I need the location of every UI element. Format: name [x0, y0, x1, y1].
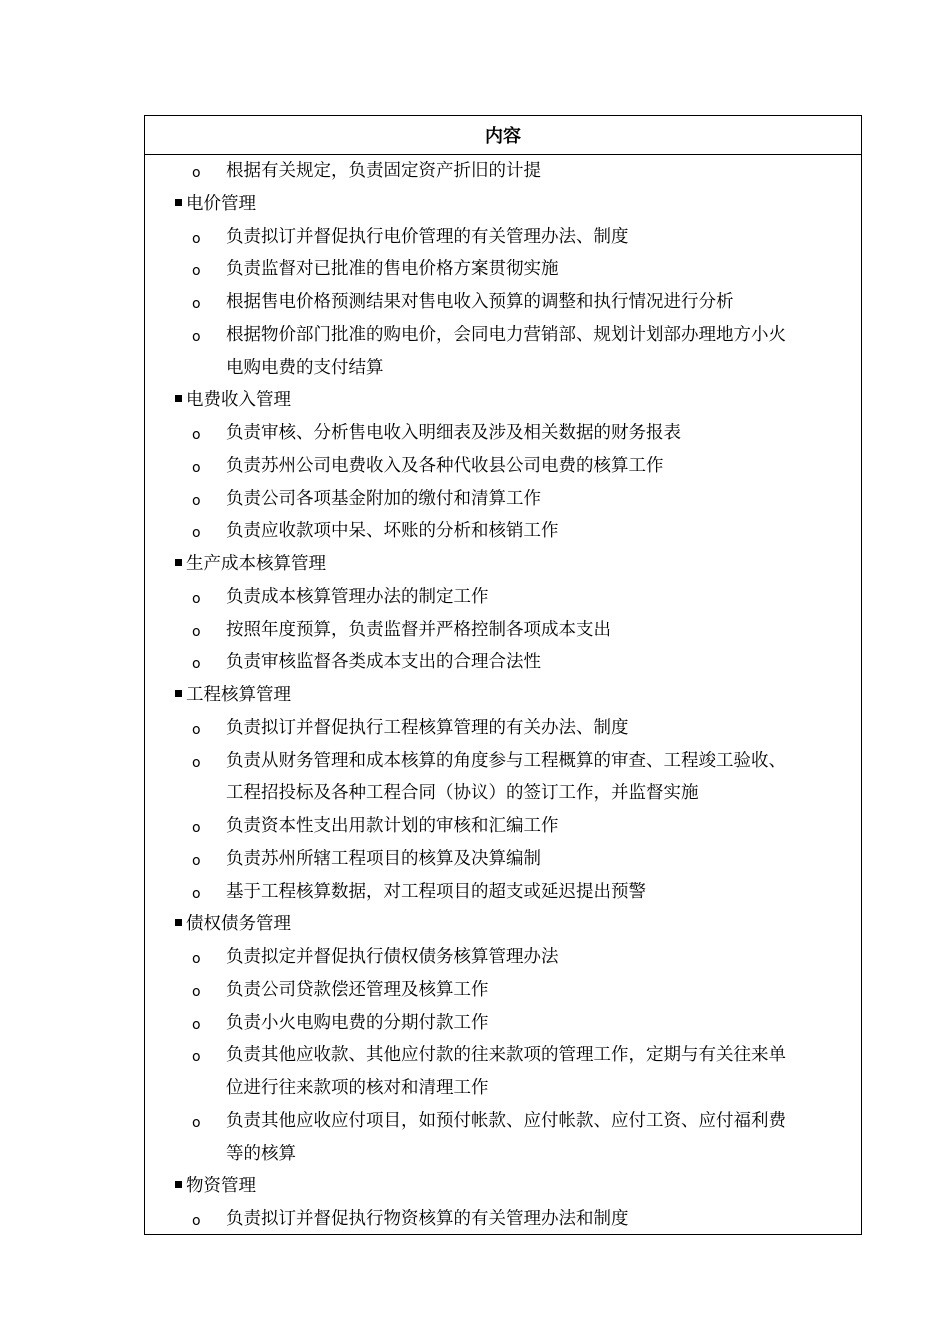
list-item: [145, 1203, 861, 1236]
circle-bullet-icon: ο: [192, 1114, 201, 1131]
line-text: 基于工程核算数据，对工程项目的超支或延迟提出预警: [226, 881, 646, 902]
list-item: [145, 712, 861, 745]
section-heading: [145, 908, 861, 941]
list-item: [145, 221, 861, 254]
section-heading: [145, 1170, 861, 1203]
section-heading: [145, 188, 861, 221]
line-text: 等的核算: [226, 1143, 296, 1164]
list-item: [145, 417, 861, 450]
circle-bullet-icon: ο: [192, 852, 201, 869]
square-bullet-icon: [175, 919, 182, 926]
square-bullet-icon: [175, 1181, 182, 1188]
circle-bullet-icon: ο: [192, 656, 201, 673]
section-heading: [145, 548, 861, 581]
list-item: [145, 1105, 861, 1138]
line-text: 负责拟定并督促执行债权债务核算管理办法: [226, 947, 559, 967]
line-text: 负责小火电购电费的分期付款工作: [226, 1012, 489, 1033]
square-bullet-icon: [175, 395, 182, 402]
table-header: [145, 116, 861, 155]
list-item: [145, 581, 861, 614]
list-item: [145, 483, 861, 516]
line-text: 债权债务管理: [186, 914, 291, 935]
line-text: 负责其他应收款、其他应付款的往来款项的管理工作，定期与有关往来单: [226, 1045, 786, 1066]
circle-bullet-icon: ο: [192, 1213, 201, 1229]
line-text: 位进行往来款项的核对和清理工作: [226, 1078, 489, 1098]
list-item: [145, 646, 861, 679]
list-item-continuation: [145, 352, 861, 385]
line-text: 按照年度预算，负责监督并严格控制各项成本支出: [226, 619, 611, 640]
line-text: 负责其他应收应付项目，如预付帐款、应付帐款、应付工资、应付福利费: [226, 1110, 786, 1131]
list-item-continuation: [145, 1138, 861, 1171]
line-text: 根据物价部门批准的购电价，会同电力营销部、规划计划部办理地方小火: [226, 324, 786, 345]
line-text: 生产成本核算管理: [186, 554, 326, 574]
line-text: 电购电费的支付结算: [226, 357, 384, 378]
square-bullet-icon: [175, 199, 182, 206]
list-item: [145, 876, 861, 909]
list-item: [145, 155, 861, 188]
header-title: 内容: [485, 126, 521, 147]
line-text: 负责审核监督各类成本支出的合理合法性: [226, 652, 541, 673]
line-text: 负责应收款项中呆、坏账的分析和核销工作: [226, 521, 559, 542]
circle-bullet-icon: ο: [192, 1049, 201, 1066]
section-heading: [145, 384, 861, 417]
list-item: [145, 1039, 861, 1072]
list-item: [145, 974, 861, 1007]
circle-bullet-icon: ο: [192, 492, 201, 509]
line-text: 负责公司贷款偿还管理及核算工作: [226, 979, 489, 1000]
circle-bullet-icon: ο: [192, 165, 201, 181]
list-item: [145, 450, 861, 483]
line-text: 电价管理: [186, 193, 256, 214]
list-item: [145, 319, 861, 352]
circle-bullet-icon: ο: [192, 721, 201, 738]
circle-bullet-icon: ο: [192, 230, 201, 247]
list-item: [145, 810, 861, 843]
section-heading: [145, 679, 861, 712]
line-text: 工程招投标及各种工程合同（协议）的签订工作，并监督实施: [226, 783, 699, 804]
list-item: [145, 286, 861, 319]
line-text: 根据有关规定，负责固定资产折旧的计提: [226, 161, 541, 181]
line-text: 负责资本性支出用款计划的审核和汇编工作: [226, 816, 559, 836]
list-item: [145, 941, 861, 974]
line-text: 电费收入管理: [186, 390, 291, 411]
circle-bullet-icon: ο: [192, 754, 201, 771]
circle-bullet-icon: ο: [192, 296, 201, 312]
circle-bullet-icon: ο: [192, 1016, 201, 1033]
list-item: [145, 1007, 861, 1040]
circle-bullet-icon: ο: [192, 623, 201, 640]
square-bullet-icon: [175, 559, 182, 566]
line-text: 负责拟订并督促执行电价管理的有关管理办法、制度: [226, 226, 629, 247]
circle-bullet-icon: ο: [192, 885, 201, 902]
line-text: 工程核算管理: [186, 685, 291, 705]
list-item: [145, 614, 861, 647]
circle-bullet-icon: ο: [192, 590, 201, 607]
list-item: [145, 843, 861, 876]
circle-bullet-icon: ο: [192, 525, 201, 542]
list-item: [145, 253, 861, 286]
content-table: [144, 115, 862, 1235]
list-item: [145, 515, 861, 548]
line-text: 负责公司各项基金附加的缴付和清算工作: [226, 488, 541, 509]
circle-bullet-icon: ο: [192, 951, 201, 967]
line-text: 负责拟订并督促执行物资核算的有关管理办法和制度: [226, 1209, 629, 1229]
line-text: 负责成本核算管理办法的制定工作: [226, 586, 489, 607]
line-text: 物资管理: [186, 1176, 256, 1197]
line-text: 负责拟订并督促执行工程核算管理的有关办法、制度: [226, 717, 629, 738]
circle-bullet-icon: ο: [192, 820, 201, 836]
line-text: 根据售电价格预测结果对售电收入预算的调整和执行情况进行分析: [226, 292, 734, 312]
circle-bullet-icon: ο: [192, 983, 201, 1000]
square-bullet-icon: [175, 690, 182, 697]
circle-bullet-icon: ο: [192, 263, 201, 280]
list-item-continuation: [145, 1072, 861, 1105]
list-item-continuation: [145, 777, 861, 810]
line-text: 负责监督对已批准的售电价格方案贯彻实施: [226, 259, 559, 280]
table-body: [145, 155, 861, 1236]
line-text: 负责苏州所辖工程项目的核算及决算编制: [226, 848, 541, 869]
line-text: 负责审核、分析售电收入明细表及涉及相关数据的财务报表: [226, 423, 681, 443]
list-item: [145, 745, 861, 778]
circle-bullet-icon: ο: [192, 459, 201, 476]
circle-bullet-icon: ο: [192, 328, 201, 345]
line-text: 负责从财务管理和成本核算的角度参与工程概算的审查、工程竣工验收、: [226, 750, 786, 771]
circle-bullet-icon: ο: [192, 427, 201, 443]
line-text: 负责苏州公司电费收入及各种代收县公司电费的核算工作: [226, 455, 664, 476]
